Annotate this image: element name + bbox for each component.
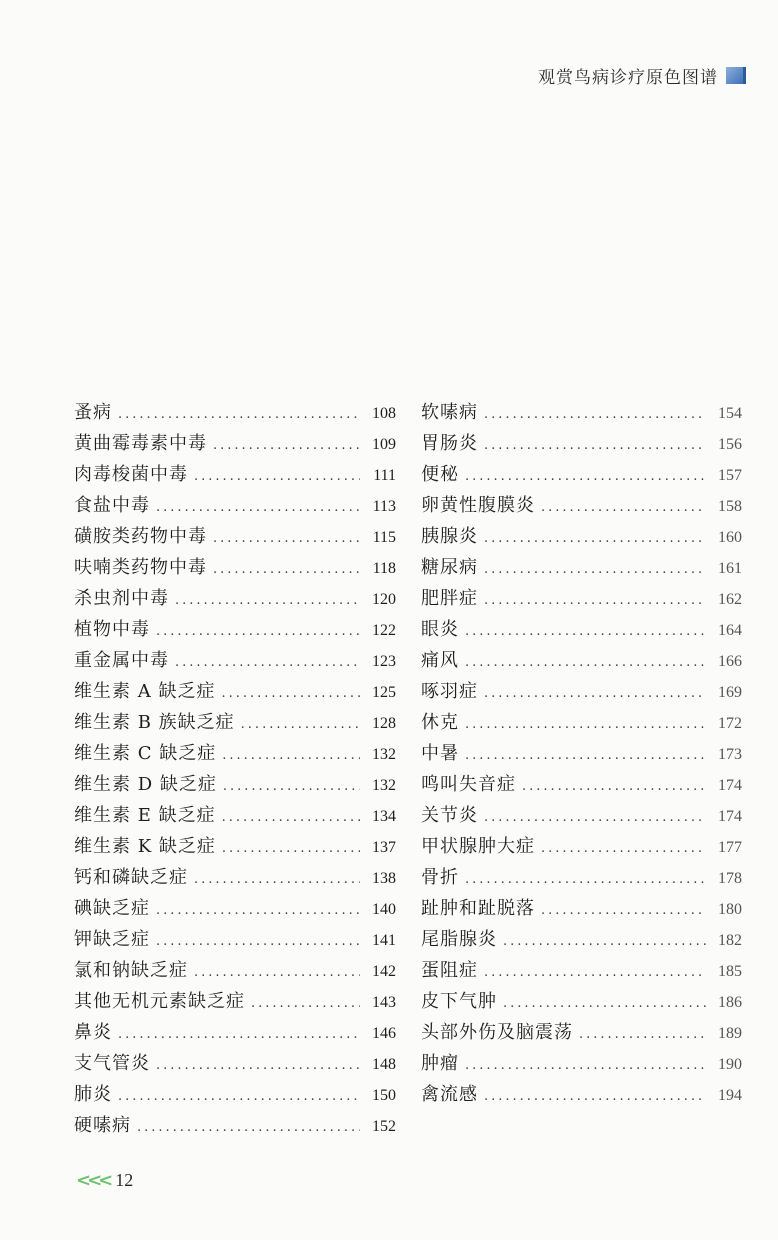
toc-leader-dots bbox=[222, 748, 360, 763]
toc-leader-dots bbox=[465, 717, 706, 732]
toc-entry[interactable] bbox=[74, 1080, 396, 1111]
toc-leader-dots bbox=[484, 407, 706, 422]
toc-entry-page: 150 bbox=[372, 1087, 396, 1104]
toc-entry[interactable] bbox=[74, 429, 396, 460]
toc-leader-dots bbox=[484, 810, 706, 825]
toc-entry-title: 尾脂腺炎 bbox=[421, 929, 497, 950]
toc-entry-title: 维生素 C 缺乏症 bbox=[74, 743, 217, 764]
toc-entry-page: 190 bbox=[718, 1056, 742, 1073]
toc-leader-dots bbox=[484, 531, 706, 546]
toc-entry-page: 161 bbox=[718, 560, 742, 577]
toc-entry-title: 禽流感 bbox=[421, 1084, 478, 1105]
toc-entry-page: 115 bbox=[372, 529, 396, 546]
toc-entry-page: 140 bbox=[372, 901, 396, 918]
toc-leader-dots bbox=[213, 531, 360, 546]
toc-leader-dots bbox=[484, 438, 706, 453]
toc-entry-page: 186 bbox=[718, 994, 742, 1011]
toc-entry-page: 194 bbox=[718, 1087, 742, 1104]
toc-entry[interactable] bbox=[74, 925, 396, 956]
toc-entry-title: 维生素 B 族缺乏症 bbox=[74, 712, 235, 733]
toc-leader-dots bbox=[156, 903, 360, 918]
toc-leader-dots bbox=[222, 841, 360, 856]
toc-entry-title: 维生素 E 缺乏症 bbox=[74, 805, 216, 826]
toc-leader-dots bbox=[222, 810, 360, 825]
toc-entry-page: 177 bbox=[718, 839, 742, 856]
toc-entry[interactable] bbox=[74, 987, 396, 1018]
page-number: 12 bbox=[115, 1170, 134, 1190]
toc-entry-title: 肥胖症 bbox=[421, 588, 478, 609]
toc-entry-page: 109 bbox=[372, 436, 396, 453]
toc-entry[interactable] bbox=[421, 553, 742, 584]
toc-entry-page: 111 bbox=[373, 467, 396, 484]
toc-entry-page: 132 bbox=[372, 777, 396, 794]
toc-leader-dots bbox=[484, 562, 706, 577]
toc-leader-dots bbox=[194, 965, 360, 980]
toc-entry-title: 胃肠炎 bbox=[421, 433, 478, 454]
toc-entry[interactable] bbox=[74, 770, 396, 801]
toc-leader-dots bbox=[484, 1089, 706, 1104]
toc-entry-page: 123 bbox=[372, 653, 396, 670]
toc-entry-page: 158 bbox=[718, 498, 742, 515]
toc-entry[interactable] bbox=[421, 1049, 742, 1080]
toc-entry[interactable] bbox=[74, 615, 396, 646]
toc-entry[interactable] bbox=[421, 832, 742, 863]
toc-entry-title: 糖尿病 bbox=[421, 557, 478, 578]
toc-entry[interactable] bbox=[421, 1018, 742, 1049]
toc-leader-dots bbox=[156, 1058, 360, 1073]
toc-entry[interactable] bbox=[74, 677, 396, 708]
toc-right-column bbox=[421, 398, 742, 1111]
toc-entry-title: 维生素 A 缺乏症 bbox=[74, 681, 216, 702]
toc-entry-page: 142 bbox=[372, 963, 396, 980]
toc-leader-dots bbox=[175, 655, 360, 670]
toc-leader-dots bbox=[194, 469, 360, 484]
toc-entry[interactable] bbox=[421, 770, 742, 801]
toc-leader-dots bbox=[541, 903, 706, 918]
toc-leader-dots bbox=[175, 593, 360, 608]
toc-leader-dots bbox=[118, 407, 360, 422]
toc-entry[interactable] bbox=[421, 491, 742, 522]
toc-entry-title: 碘缺乏症 bbox=[74, 898, 150, 919]
toc-entry[interactable] bbox=[74, 1049, 396, 1080]
toc-leader-dots bbox=[118, 1027, 360, 1042]
toc-entry-title: 重金属中毒 bbox=[74, 650, 169, 671]
toc-leader-dots bbox=[465, 624, 706, 639]
toc-leader-dots bbox=[465, 1058, 706, 1073]
toc-entry[interactable] bbox=[74, 832, 396, 863]
toc-entry-page: 128 bbox=[372, 715, 396, 732]
running-header bbox=[538, 58, 746, 92]
toc-entry[interactable] bbox=[74, 584, 396, 615]
toc-entry-title: 杀虫剂中毒 bbox=[74, 588, 169, 609]
toc-entry-title: 关节炎 bbox=[421, 805, 478, 826]
toc-entry-page: 169 bbox=[718, 684, 742, 701]
toc-entry-title: 支气管炎 bbox=[74, 1053, 150, 1074]
toc-entry[interactable] bbox=[421, 1080, 742, 1111]
toc-entry[interactable] bbox=[421, 460, 742, 491]
toc-entry[interactable] bbox=[421, 863, 742, 894]
toc-entry-title: 痛风 bbox=[421, 650, 459, 671]
toc-entry-page: 108 bbox=[372, 405, 396, 422]
toc-entry-title: 卵黄性腹膜炎 bbox=[421, 495, 535, 516]
toc-entry-page: 154 bbox=[718, 405, 742, 422]
toc-entry-title: 肺炎 bbox=[74, 1084, 112, 1105]
toc-entry[interactable] bbox=[421, 956, 742, 987]
toc-left-column bbox=[74, 398, 396, 1142]
toc-entry-page: 178 bbox=[718, 870, 742, 887]
toc-entry[interactable] bbox=[74, 398, 396, 429]
toc-entry-page: 180 bbox=[718, 901, 742, 918]
toc-entry[interactable] bbox=[74, 1018, 396, 1049]
toc-entry-title: 便秘 bbox=[421, 464, 459, 485]
toc-entry-page: 166 bbox=[718, 653, 742, 670]
toc-entry-page: 174 bbox=[718, 808, 742, 825]
toc-entry-page: 162 bbox=[718, 591, 742, 608]
toc-leader-dots bbox=[213, 438, 360, 453]
toc-leader-dots bbox=[137, 1120, 360, 1135]
toc-entry[interactable] bbox=[421, 801, 742, 832]
toc-leader-dots bbox=[465, 655, 706, 670]
toc-entry-page: 185 bbox=[718, 963, 742, 980]
toc-entry[interactable] bbox=[421, 584, 742, 615]
toc-leader-dots bbox=[221, 686, 360, 701]
toc-entry[interactable] bbox=[74, 1111, 396, 1142]
toc-entry-title: 头部外伤及脑震荡 bbox=[421, 1022, 573, 1043]
toc-entry-page: 164 bbox=[718, 622, 742, 639]
toc-entry[interactable] bbox=[421, 708, 742, 739]
toc-entry-title: 钙和磷缺乏症 bbox=[74, 867, 188, 888]
toc-entry-title: 维生素 K 缺乏症 bbox=[74, 836, 216, 857]
toc-entry-title: 胰腺炎 bbox=[421, 526, 478, 547]
toc-entry-title: 肉毒梭菌中毒 bbox=[74, 464, 188, 485]
toc-entry-title: 其他无机元素缺乏症 bbox=[74, 991, 245, 1012]
toc-leader-dots bbox=[503, 934, 706, 949]
toc-entry-page: 122 bbox=[372, 622, 396, 639]
toc-entry[interactable] bbox=[74, 460, 396, 491]
toc-entry[interactable] bbox=[74, 491, 396, 522]
header-square-icon bbox=[726, 67, 746, 84]
toc-entry-title: 植物中毒 bbox=[74, 619, 150, 640]
toc-entry-page: 141 bbox=[372, 932, 396, 949]
toc-entry-title: 肿瘤 bbox=[421, 1053, 459, 1074]
toc-leader-dots bbox=[118, 1089, 360, 1104]
toc-leader-dots bbox=[465, 872, 706, 887]
toc-entry-page: 138 bbox=[372, 870, 396, 887]
toc-entry[interactable] bbox=[421, 739, 742, 770]
toc-entry[interactable] bbox=[421, 987, 742, 1018]
toc-entry-page: 173 bbox=[718, 746, 742, 763]
toc-entry-page: 125 bbox=[372, 684, 396, 701]
toc-entry-page: 157 bbox=[718, 467, 742, 484]
toc-leader-dots bbox=[241, 717, 360, 732]
toc-entry-page: 152 bbox=[372, 1118, 396, 1135]
toc-entry[interactable] bbox=[74, 708, 396, 739]
toc-entry[interactable] bbox=[74, 646, 396, 677]
toc-entry-title: 趾肿和趾脱落 bbox=[421, 898, 535, 919]
toc-entry-page: 132 bbox=[372, 746, 396, 763]
toc-leader-dots bbox=[541, 841, 706, 856]
toc-entry-title: 食盐中毒 bbox=[74, 495, 150, 516]
toc-entry-page: 120 bbox=[372, 591, 396, 608]
toc-entry-title: 鼻炎 bbox=[74, 1022, 112, 1043]
toc-leader-dots bbox=[484, 593, 706, 608]
toc-leader-dots bbox=[213, 562, 360, 577]
toc-leader-dots bbox=[465, 469, 706, 484]
toc-leader-dots bbox=[484, 686, 706, 701]
toc-entry[interactable] bbox=[74, 863, 396, 894]
toc-entry-title: 钾缺乏症 bbox=[74, 929, 150, 950]
toc-leader-dots bbox=[503, 996, 706, 1011]
toc-entry-page: 156 bbox=[718, 436, 742, 453]
toc-entry[interactable] bbox=[74, 801, 396, 832]
toc-entry-title: 软嗉病 bbox=[421, 402, 478, 423]
toc-leader-dots bbox=[194, 872, 360, 887]
toc-entry-title: 蚤病 bbox=[74, 402, 112, 423]
toc-entry-page: 174 bbox=[718, 777, 742, 794]
toc-entry-title: 硬嗉病 bbox=[74, 1115, 131, 1136]
toc-entry[interactable] bbox=[74, 553, 396, 584]
toc-entry[interactable] bbox=[74, 739, 396, 770]
toc-leader-dots bbox=[156, 624, 360, 639]
toc-leader-dots bbox=[223, 779, 360, 794]
double-chevron-left-icon: <<< bbox=[76, 1170, 110, 1191]
toc-entry-title: 呋喃类药物中毒 bbox=[74, 557, 207, 578]
toc-entry[interactable] bbox=[421, 677, 742, 708]
toc-leader-dots bbox=[541, 500, 706, 515]
toc-entry-page: 189 bbox=[718, 1025, 742, 1042]
toc-entry[interactable] bbox=[421, 894, 742, 925]
toc-entry-title: 甲状腺肿大症 bbox=[421, 836, 535, 857]
toc-entry-title: 啄羽症 bbox=[421, 681, 478, 702]
toc-entry-title: 休克 bbox=[421, 712, 459, 733]
toc-leader-dots bbox=[156, 934, 360, 949]
toc-leader-dots bbox=[465, 748, 706, 763]
toc-entry-title: 蛋阻症 bbox=[421, 960, 478, 981]
toc-entry-title: 氯和钠缺乏症 bbox=[74, 960, 188, 981]
toc-entry-page: 172 bbox=[718, 715, 742, 732]
toc-leader-dots bbox=[579, 1027, 706, 1042]
toc-entry-title: 维生素 D 缺乏症 bbox=[74, 774, 217, 795]
toc-entry-title: 皮下气肿 bbox=[421, 991, 497, 1012]
toc-entry[interactable] bbox=[74, 956, 396, 987]
toc-entry[interactable] bbox=[421, 429, 742, 460]
toc-leader-dots bbox=[522, 779, 706, 794]
toc-entry-page: 148 bbox=[372, 1056, 396, 1073]
toc-entry-title: 眼炎 bbox=[421, 619, 459, 640]
toc-entry-page: 137 bbox=[372, 839, 396, 856]
toc-entry-page: 146 bbox=[372, 1025, 396, 1042]
toc-entry-title: 磺胺类药物中毒 bbox=[74, 526, 207, 547]
toc-entry[interactable] bbox=[421, 925, 742, 956]
toc-entry-page: 113 bbox=[372, 498, 396, 515]
toc-entry-page: 182 bbox=[718, 932, 742, 949]
toc-entry-title: 中暑 bbox=[421, 743, 459, 764]
toc-entry[interactable] bbox=[421, 522, 742, 553]
toc-entry-page: 118 bbox=[372, 560, 396, 577]
toc-entry[interactable] bbox=[421, 646, 742, 677]
toc-entry-page: 134 bbox=[372, 808, 396, 825]
toc-entry[interactable] bbox=[421, 398, 742, 429]
toc-entry-title: 黄曲霉毒素中毒 bbox=[74, 433, 207, 454]
page-footer bbox=[76, 1170, 133, 1191]
toc-entry[interactable] bbox=[74, 894, 396, 925]
toc-leader-dots bbox=[156, 500, 360, 515]
toc-leader-dots bbox=[251, 996, 360, 1011]
book-title: 观赏鸟病诊疗原色图谱 bbox=[538, 67, 718, 88]
toc-entry[interactable] bbox=[74, 522, 396, 553]
toc-entry-title: 鸣叫失音症 bbox=[421, 774, 516, 795]
toc-entry-title: 骨折 bbox=[421, 867, 459, 888]
toc-entry-page: 160 bbox=[718, 529, 742, 546]
toc-leader-dots bbox=[484, 965, 706, 980]
toc-entry-page: 143 bbox=[372, 994, 396, 1011]
toc-entry[interactable] bbox=[421, 615, 742, 646]
